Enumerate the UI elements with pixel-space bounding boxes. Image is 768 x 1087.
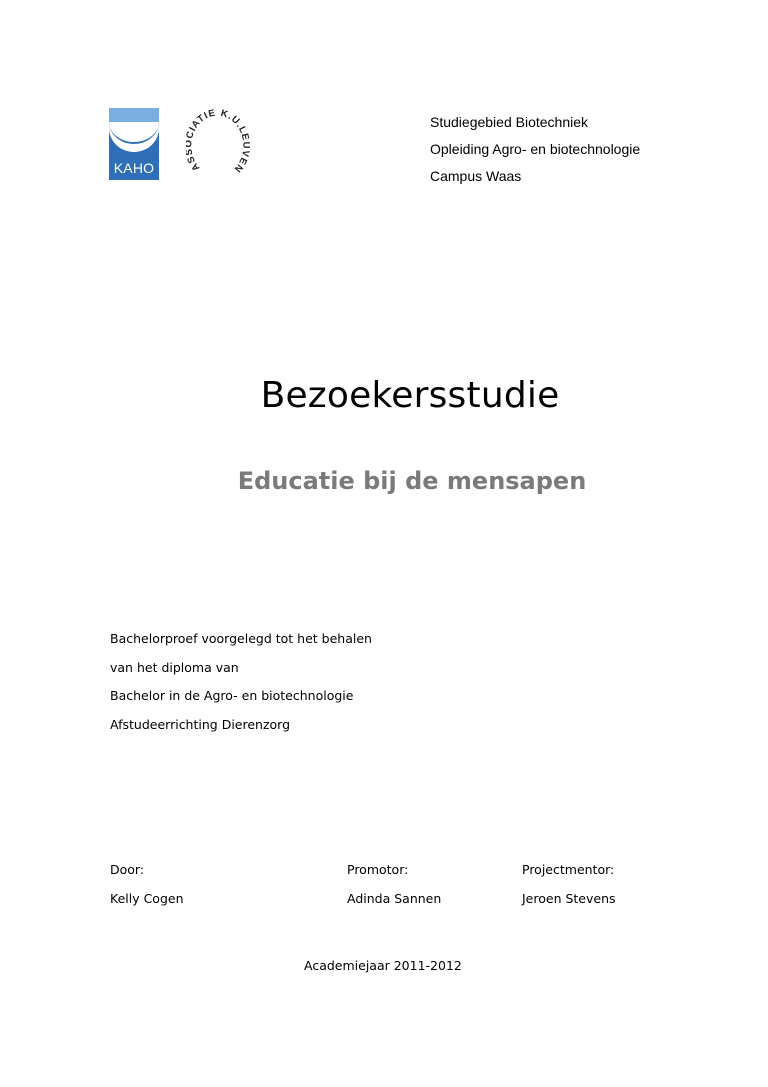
author-block bbox=[110, 855, 184, 913]
description-line: Bachelorproef voorgelegd tot het behalen bbox=[110, 631, 372, 646]
description-line: Bachelor in de Agro- en biotechnologie bbox=[110, 688, 354, 703]
kuleuven-logo bbox=[186, 106, 252, 190]
mentor-block bbox=[522, 855, 616, 913]
header-program: Opleiding Agro- en biotechnologie bbox=[430, 141, 641, 157]
mentor-name: Jeroen Stevens bbox=[522, 891, 616, 906]
mentor-label: Projectmentor: bbox=[522, 862, 615, 877]
document-subtitle: Educatie bij de mensapen bbox=[237, 467, 587, 495]
header-study-area: Studiegebied Biotechniek bbox=[430, 114, 589, 130]
faculty-header bbox=[430, 109, 640, 190]
kaho-logo-text: KAHO bbox=[109, 156, 159, 180]
header-campus: Campus Waas bbox=[430, 168, 522, 184]
author-name: Kelly Cogen bbox=[110, 891, 184, 906]
promotor-name: Adinda Sannen bbox=[347, 891, 442, 906]
promotor-label: Promotor: bbox=[347, 862, 409, 877]
promotor-block bbox=[347, 855, 441, 913]
svg-text:ASSOCIATIE K.U.LEUVEN bbox=[186, 108, 251, 175]
kuleuven-logo-text: AS IATIE K.U.LEUVEN bbox=[186, 107, 252, 175]
academic-year: Academiejaar 2011-2012 bbox=[304, 958, 462, 973]
kuleuven-logo-graphic bbox=[186, 106, 252, 190]
author-label: Door: bbox=[110, 862, 145, 877]
kaho-logo bbox=[109, 108, 159, 180]
description-line: van het diploma van bbox=[110, 659, 239, 675]
description-line: Afstudeerrichting Dierenzorg bbox=[110, 716, 291, 732]
thesis-description bbox=[110, 625, 372, 739]
kaho-logo-graphic bbox=[109, 108, 159, 156]
document-title: Bezoekersstudie bbox=[260, 375, 560, 416]
